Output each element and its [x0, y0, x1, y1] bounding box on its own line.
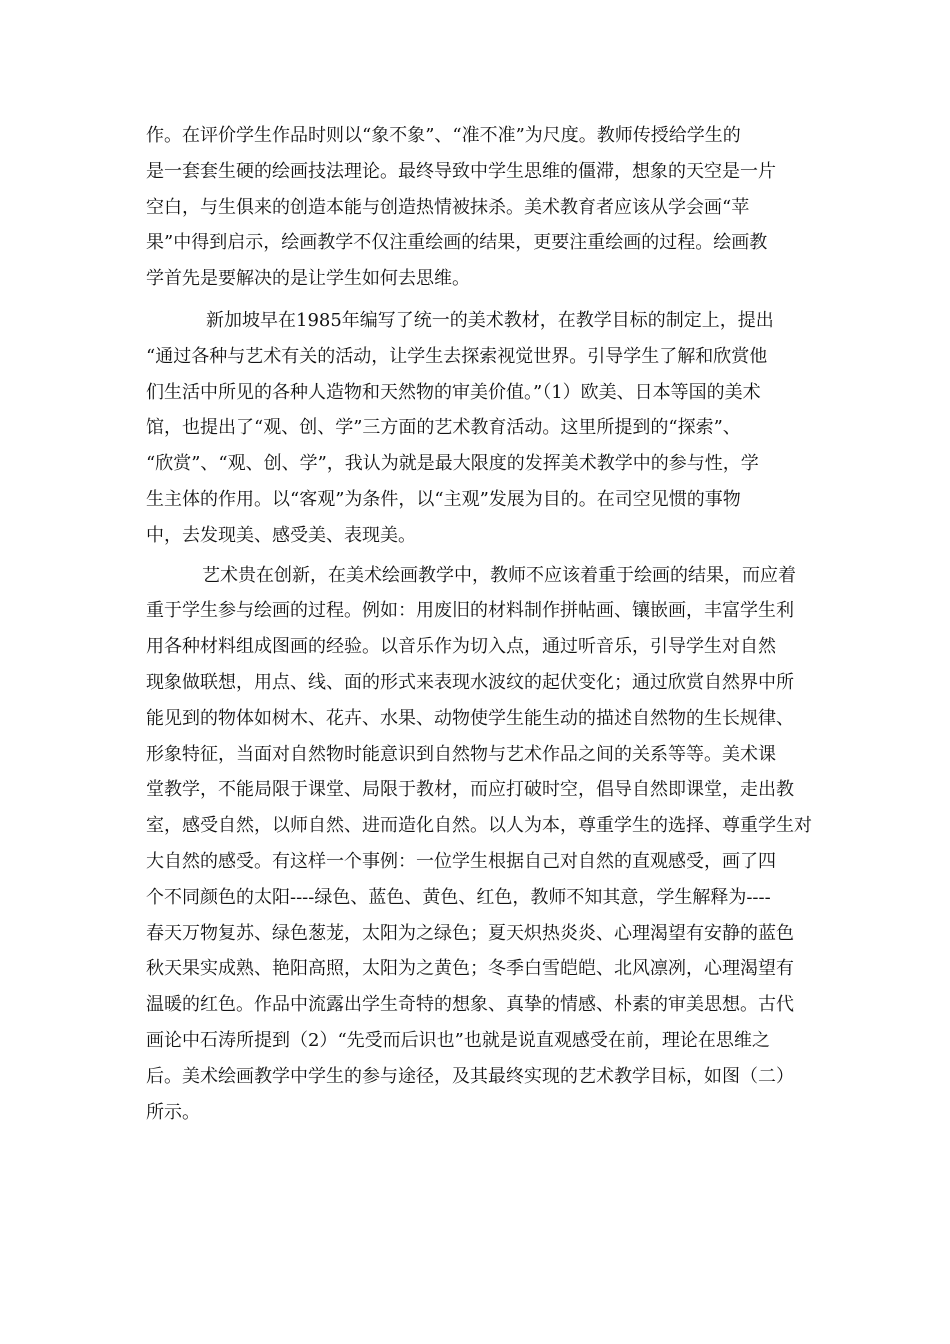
paragraph-3: [146, 558, 812, 1131]
paragraph-line: “欣赏”、“观、创、学”，我认为就是最大限度的发挥美术教学中的参与性，学: [146, 453, 759, 475]
paragraph-line: “通过各种与艺术有关的活动，让学生去探索视觉世界。引导学生了解和欣赏他: [146, 345, 768, 367]
paragraph-line: 生主体的作用。以“客观”为条件，以“主观”发展为目的。在司空见惯的事物: [146, 488, 741, 510]
paragraph-line: 们生活中所见的各种人造物和天然物的审美价值。”（1）欧美、日本等国的美术: [146, 381, 761, 403]
paragraph-line: 所示。: [146, 1101, 200, 1123]
paragraph-line: 馆，也提出了“观、创、学”三方面的艺术教育活动。这里所提到的“探索”、: [146, 417, 741, 439]
paragraph-2: [146, 303, 812, 554]
paragraph-line: 用各种材料组成图画的经验。以音乐作为切入点，通过听音乐，引导学生对自然: [146, 636, 776, 658]
paragraph-line: 温暖的红色。作品中流露出学生奇特的想象、真挚的情感、朴素的审美思想。古代: [146, 994, 794, 1016]
paragraph-line: 果”中得到启示，绘画教学不仅注重绘画的结果，更要注重绘画的过程。绘画教: [146, 232, 768, 254]
paragraph-line: 作。在评价学生作品时则以“象不象”、“准不准”为尺度。教师传授给学生的: [146, 125, 741, 146]
paragraph-line: 艺术贵在创新，在美术绘画教学中，教师不应该着重于绘画的结果，而应着: [202, 564, 796, 586]
paragraph-line: 秋天果实成熟、艳阳高照，太阳为之黄色；冬季白雪皑皑、北风凛冽，心理渴望有: [146, 958, 794, 980]
paragraph-line: 春天万物复苏、绿色葱茏，太阳为之绿色；夏天炽热炎炎、心理渴望有安静的蓝色: [146, 922, 794, 944]
paragraph-line: 画论中石涛所提到（2）“先受而后识也”也就是说直观感受在前，理论在思维之: [146, 1029, 770, 1051]
paragraph-1: [146, 118, 812, 297]
paragraph-line: 堂教学，不能局限于课堂、局限于教材，而应打破时空，倡导自然即课堂，走出教: [146, 779, 794, 801]
paragraph-line: 学首先是要解决的是让学生如何去思维。: [146, 268, 470, 290]
paragraph-line: 形象特征，当面对自然物时能意识到自然物与艺术作品之间的关系等等。美术课: [146, 743, 776, 765]
paragraph-line: 个不同颜色的太阳----绿色、蓝色、黄色、红色，教师不知其意，学生解释为----: [146, 886, 771, 908]
article-body: [146, 118, 812, 1130]
paragraph-line: 新加坡早在1985年编写了统一的美术教材，在教学目标的制定上，提出: [206, 309, 774, 331]
paragraph-line: 大自然的感受。有这样一个事例：一位学生根据自己对自然的直观感受，画了四: [146, 850, 776, 872]
paragraph-line: 是一套套生硬的绘画技法理论。最终导致中学生思维的僵滞，想象的天空是一片: [146, 160, 776, 182]
paragraph-line: 空白，与生俱来的创造本能与创造热情被抹杀。美术教育者应该从学会画“苹: [146, 196, 750, 218]
paragraph-line: 重于学生参与绘画的过程。例如：用废旧的材料制作拼帖画、镶嵌画，丰富学生利: [146, 600, 794, 622]
paragraph-line: 现象做联想，用点、线、面的形式来表现水波纹的起伏变化；通过欣赏自然界中所: [146, 671, 794, 693]
paragraph-line: 后。美术绘画教学中学生的参与途径，及其最终实现的艺术教学目标，如图（二）: [146, 1065, 794, 1087]
paragraph-line: 室，感受自然，以师自然、进而造化自然。以人为本，尊重学生的选择、尊重学生对: [146, 815, 812, 837]
paragraph-line: 中，去发现美、感受美、表现美。: [146, 524, 416, 546]
paragraph-line: 能见到的物体如树木、花卉、水果、动物使学生能生动的描述自然物的生长规律、: [146, 707, 794, 729]
